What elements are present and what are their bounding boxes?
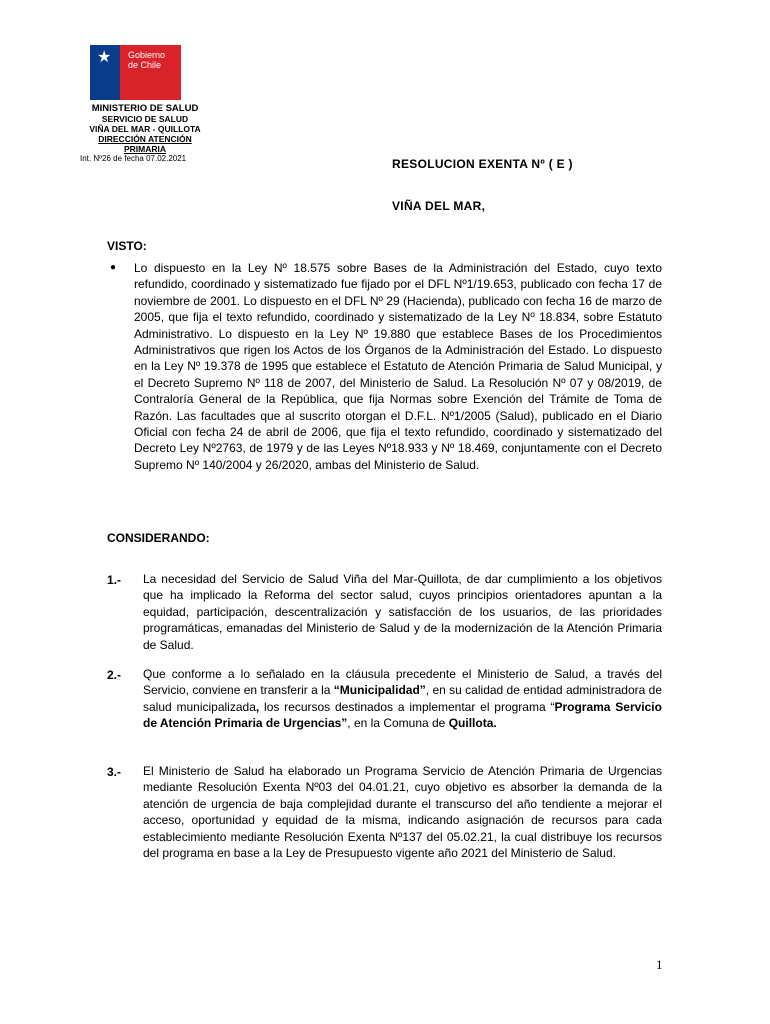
gobierno-de-chile-logo [90,45,181,100]
document-title: RESOLUCION EXENTA Nº ( E ) [392,157,573,171]
item-number: 2.- [107,668,122,682]
item-paragraph: Que conforme a lo señalado en la cláusula precedente el Ministerio de Salud, a través del Servicio, conviene en transferir a la “Municipalidad”, en su calidad de entidad administradora de salud municipalizada, los recursos destinados a implementar el programa “Programa Servicio de Atención Primaria de Urgencias”, en la Comuna de Quillota. [143,667,663,731]
item-number: 1.- [107,573,122,587]
item-number: 3.- [107,765,122,779]
region-name: VIÑA DEL MAR - QUILLOTA [89,124,201,134]
visto-paragraph: Lo dispuesto en la Ley Nº 18.575 sobre Bases de la Administración del Estado, cuyo texto refundido, coordinado y sistematizado fue fijado por el DFL Nº1/19.653, publicado con fecha 17 de noviembre de 2001. Lo dispuesto en el DFL Nº 29 (Hacienda), publicado con fecha 16 de marzo de 2005, que fija el texto refundido, coordinado y sistematizado de la Ley Nº 18.834, sobre Estatuto Administrativo. Lo dispuesto en la Ley Nº 19.880 que establece Bases de los Procedimientos Administrativos que rigen los Actos de los Órganos de la Administración del Estado. Lo dispuesto en la Ley Nº 19.378 de 1995 que establece el Estatuto de Atención Primaria de Salud Municipal, y el Decreto Supremo Nº 118 de 2007, del Ministerio de Salud. La Resolución Nº 07 y 08/2019, de Contraloría General de la República, que fija Normas sobre Exención del Trámite de Toma de Razón. Las facultades que al suscrito otorgan el D.F.L. Nº1/2005 (Salud), publicado en el Diario Oficial con fecha 24 de abril de 2006, que fija el texto refundido, coordinado y sistematizado del Decreto Ley Nº2763, de 1979 y de las Leyes Nº18.933 y Nº 18.469, conjuntamente con el Decreto Supremo Nº 140/2004 y 26/2020, ambas del Ministerio de Salud. [134,261,662,472]
considerando-heading: CONSIDERANDO: [107,531,210,545]
service-name: SERVICIO DE SALUD [101,114,189,124]
document-place: VIÑA DEL MAR, [392,199,486,213]
bullet-icon: ● [110,262,117,273]
star-icon: ★ [97,49,112,66]
logo-text-line2: de Chile [128,60,162,70]
logo-text-line1: Gobierno [128,50,166,60]
internal-reference: Int. Nº26 de fecha 07.02.2021 [80,154,187,163]
ministry-name: MINISTERIO DE SALUD [91,103,199,114]
page-number: 1 [656,957,663,972]
item-paragraph: La necesidad del Servicio de Salud Viña del Mar-Quillota, de dar cumplimiento a los objetivos que ha implicado la Reforma del sector salud, cuyos principios orientadores apuntan a la equidad, participación, descentralización y satisfacción de los usuarios, de las prioridades programáticas, emanadas del Ministerio de Salud y de la modernización de la Atención Primaria de Salud. [143,572,662,652]
division-name: DIRECCIÓN ATENCIÓN PRIMARIA [98,134,192,154]
letterhead [80,104,210,164]
visto-heading: VISTO: [107,239,147,253]
item-paragraph: El Ministerio de Salud ha elaborado un Programa Servicio de Atención Primaria de Urgencias mediante Resolución Exenta Nº03 del 04.01.21, cuyo objetivo es absorber la demanda de la atención de urgencia de baja complejidad durante el transcurso del año tendiente a mejorar el acceso, oportunidad y equidad de la misma, indicando asignación de recursos para cada establecimiento mediante Resolución Exenta Nº137 del 05.02.21, la cual distribuye los recursos del programa en base a la Ley de Presupuesto vigente año 2021 del Ministerio de Salud. [143,764,662,861]
